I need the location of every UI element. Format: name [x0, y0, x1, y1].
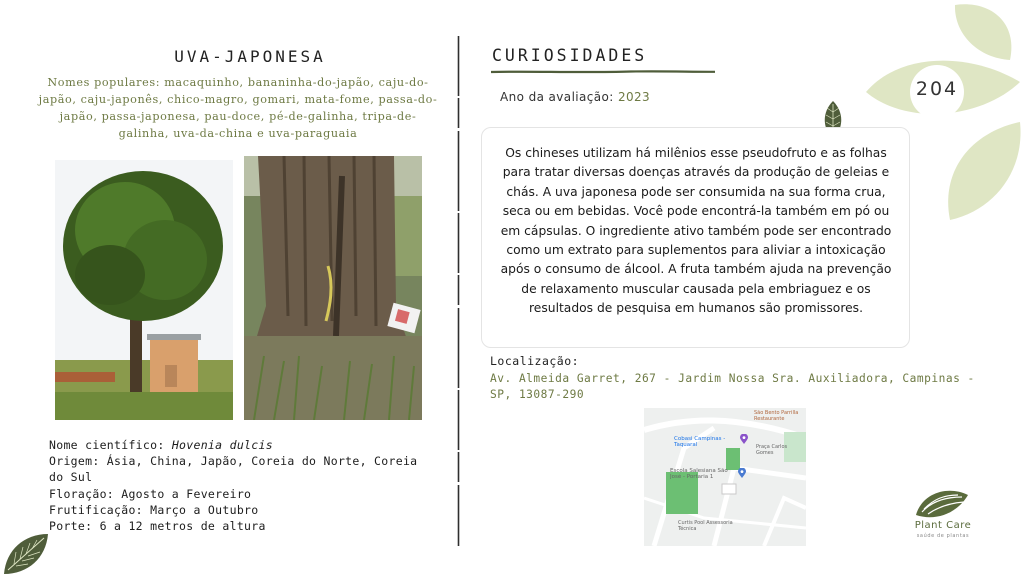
map-label-cobasi: Cobasi Campinas - Taquaral — [674, 436, 726, 448]
evaluation-year — [500, 90, 650, 104]
fruiting-row: Frutificação: Março a Outubro — [49, 502, 259, 517]
plant-title: UVA-JAPONESA — [174, 47, 326, 66]
year-label: Ano da avaliação: — [500, 90, 618, 104]
plant-care-logo-icon — [914, 487, 970, 519]
tree-photo — [55, 160, 233, 420]
map-label-saobento: São Bento Parrilla Restaurante — [754, 410, 799, 422]
curiosity-text: Os chineses utilizam há milênios esse pseudofruto e as folhas para tratar diversas doenças através da produção de geleias e chás. A uva japonesa pode ser consumida na sua forma crua, seca ou em bebidas. Você pode encontrá-la também em pó ou em cápsulas. O ingrediente ativo também pode ser encontrado como um extrato para suplementos para aliviar a intoxicação após o consumo de álcool. A fruta também ajuda na prevenção de relaxamento muscular causada pela embriaguez e os resultados de pesquisa em humanos são promissores. — [500, 146, 892, 316]
year-value: 2023 — [617, 90, 651, 104]
trunk-photo — [244, 156, 422, 420]
scientific-name-row — [49, 437, 429, 453]
leaf-icon — [2, 530, 50, 576]
scientific-label: Nome científico: — [49, 438, 172, 452]
popular-names: Nomes populares: macaquinho, bananinha-do-japão, caju-do-japão, caju-japonês, chico-magro, gomari, mata-fome, passa-do-japão, passa-japonesa, pau-doce, pé-de-galinha, tripa-de-galinha, uva-da-china e uva-paraguaia — [38, 76, 438, 140]
location-map[interactable] — [644, 408, 806, 546]
origin-row: Origem: Ásia, China, Japão, Coreia do Norte, Coreia do Sul — [49, 454, 418, 485]
size-row: Porte: 6 a 12 metros de altura — [49, 519, 266, 534]
page-number: 204 — [915, 78, 959, 100]
title-underline — [491, 69, 715, 75]
map-pin-icon — [738, 468, 746, 478]
scientific-name: Hovenia dulcis — [171, 438, 273, 452]
map-label-curtis: Curtis Pool Assessoria Técnica — [678, 520, 733, 532]
column-divider — [457, 36, 460, 546]
plant-info — [49, 437, 429, 534]
brand-tagline: saúde de plantas — [916, 533, 970, 539]
brand-name: Plant Care — [914, 520, 972, 531]
location-address: Av. Almeida Garret, 267 - Jardim Nossa Sra. Auxiliadora, Campinas - SP, 13087-290 — [490, 372, 975, 401]
map-pin-icon — [740, 434, 748, 444]
section-title: CURIOSIDADES — [492, 46, 648, 65]
map-label-escola: Escola Salesiana São José - Portaria 1 — [670, 468, 728, 480]
location-label: Localização: — [490, 354, 580, 368]
map-label-praca: Praça Carlos Gomes — [756, 444, 788, 456]
flowering-row: Floração: Agosto a Fevereiro — [49, 486, 252, 501]
